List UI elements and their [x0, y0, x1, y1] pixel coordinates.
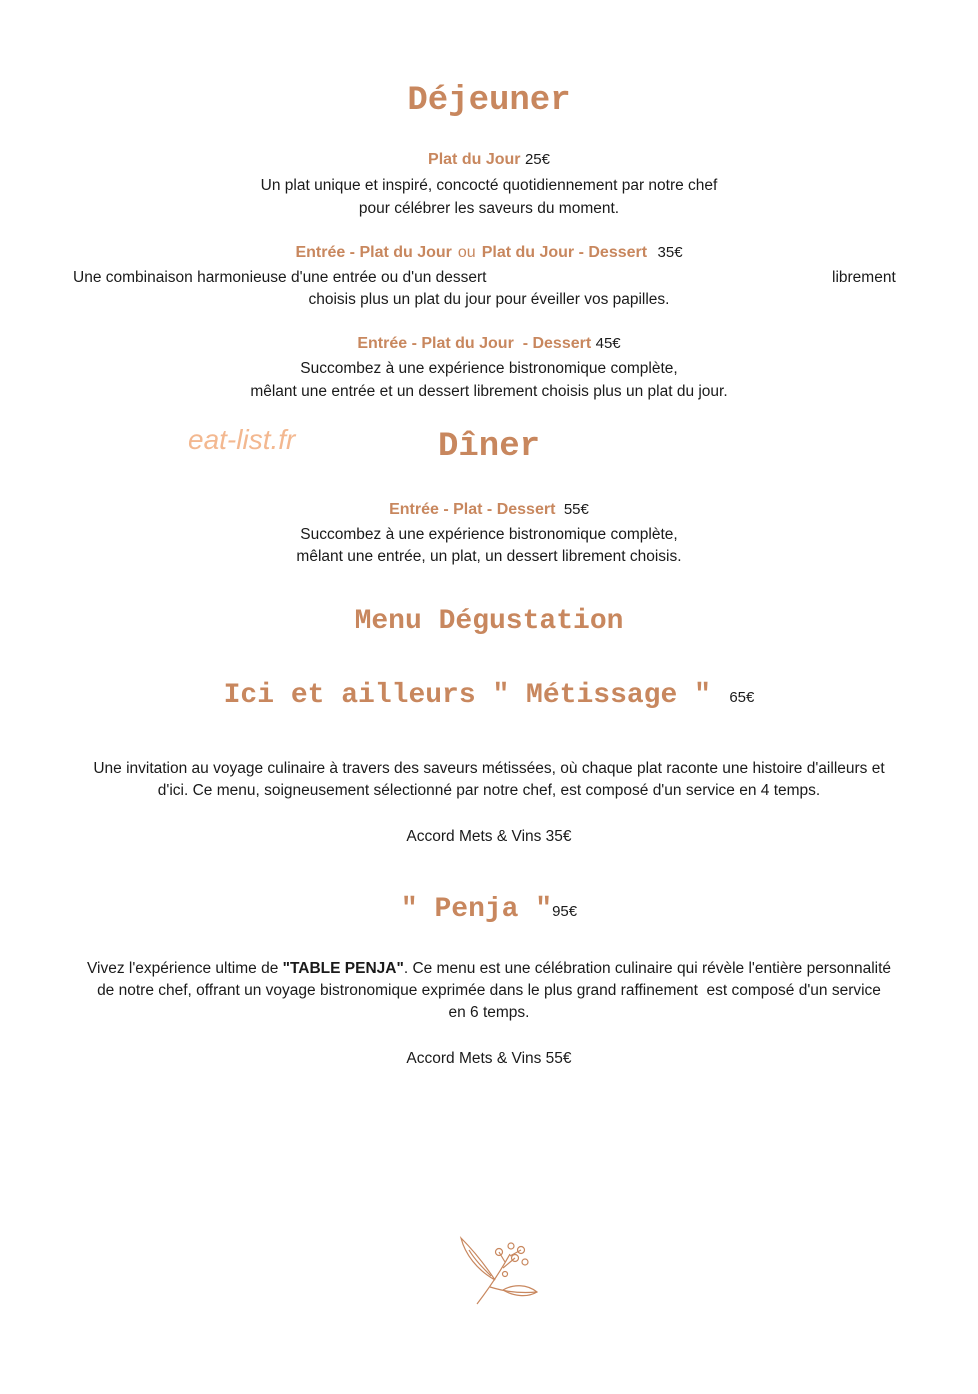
- ici-desc-1: Une invitation au voyage culinaire à travers des saveurs métissées, où chaque plat raconte une histoire d'ailleurs et: [93, 760, 885, 777]
- formule2-name-a: Entrée - Plat du Jour: [295, 244, 452, 261]
- penja-desc-post: . Ce menu est une célébration culinaire qui révèle l'entière personnalité: [403, 960, 892, 977]
- penja-desc-3: en 6 temps.: [448, 1004, 530, 1021]
- formule2-desc-2: choisis plus un plat du jour pour éveiller vos papilles.: [308, 291, 670, 308]
- formule2-or: ou: [457, 244, 476, 261]
- berry-branch-icon: [455, 1232, 550, 1312]
- ici-heading: [0, 680, 978, 711]
- dejeuner-title: Déjeuner: [407, 82, 571, 120]
- ici-desc-2: d'ici. Ce menu, soigneusement sélectionné par notre chef, est composé d'un service en 4 temps.: [157, 782, 821, 799]
- plat-du-jour-desc-2: pour célébrer les saveurs du moment.: [358, 200, 620, 217]
- degustation-title: Menu Dégustation: [354, 606, 624, 637]
- plat-du-jour-name: Plat du Jour: [428, 151, 521, 168]
- diner-title: Dîner: [437, 428, 541, 466]
- formule2-desc-1-end: librement: [832, 269, 896, 286]
- penja-price: 95€: [552, 903, 578, 920]
- diner-desc-1: Succombez à une expérience bistronomique complète,: [300, 526, 678, 543]
- penja-title: " Penja ": [400, 894, 553, 925]
- diner-formule-price: 55€: [563, 501, 589, 518]
- formule2-desc-1: Une combinaison harmonieuse d'une entrée ou d'un dessert: [73, 269, 487, 286]
- formule3-desc-1: Succombez à une expérience bistronomique complète,: [300, 360, 678, 377]
- penja-desc-bold: "TABLE PENJA": [282, 960, 404, 977]
- watermark-text: eat-list.fr: [188, 424, 296, 455]
- formule3-desc-2: mêlant une entrée et un dessert librement choisis plus un plat du jour.: [250, 383, 728, 400]
- ici-title: Ici et ailleurs " Métissage ": [223, 680, 711, 711]
- plat-du-jour-heading: [0, 151, 978, 169]
- formule2-name-b: Plat du Jour - Dessert: [481, 244, 648, 261]
- diner-formule-name: Entrée - Plat - Dessert: [389, 501, 556, 518]
- diner-desc-2: mêlant une entrée, un plat, un dessert librement choisis.: [296, 548, 682, 565]
- plat-du-jour-price: 25€: [524, 151, 550, 168]
- plat-du-jour-desc-1: Un plat unique et inspiré, concocté quotidiennement par notre chef: [260, 177, 718, 194]
- ici-accord: Accord Mets & Vins 35€: [406, 828, 572, 845]
- ici-price: 65€: [729, 689, 755, 706]
- formule2-heading: [0, 244, 978, 262]
- penja-accord: Accord Mets & Vins 55€: [406, 1050, 572, 1067]
- penja-desc-pre: Vivez l'expérience ultime de: [86, 960, 283, 977]
- penja-desc-2: de notre chef, offrant un voyage bistronomique exprimée dans le plus grand raffinement est composé d'un service: [97, 982, 881, 999]
- formule2-price: 35€: [657, 244, 683, 261]
- formule3-name: Entrée - Plat du Jour - Dessert: [357, 335, 592, 352]
- penja-desc-1: [0, 957, 978, 980]
- diner-heading: [0, 501, 978, 519]
- penja-heading: [0, 894, 978, 925]
- formule3-heading: [0, 335, 978, 353]
- formule3-price: 45€: [595, 335, 621, 352]
